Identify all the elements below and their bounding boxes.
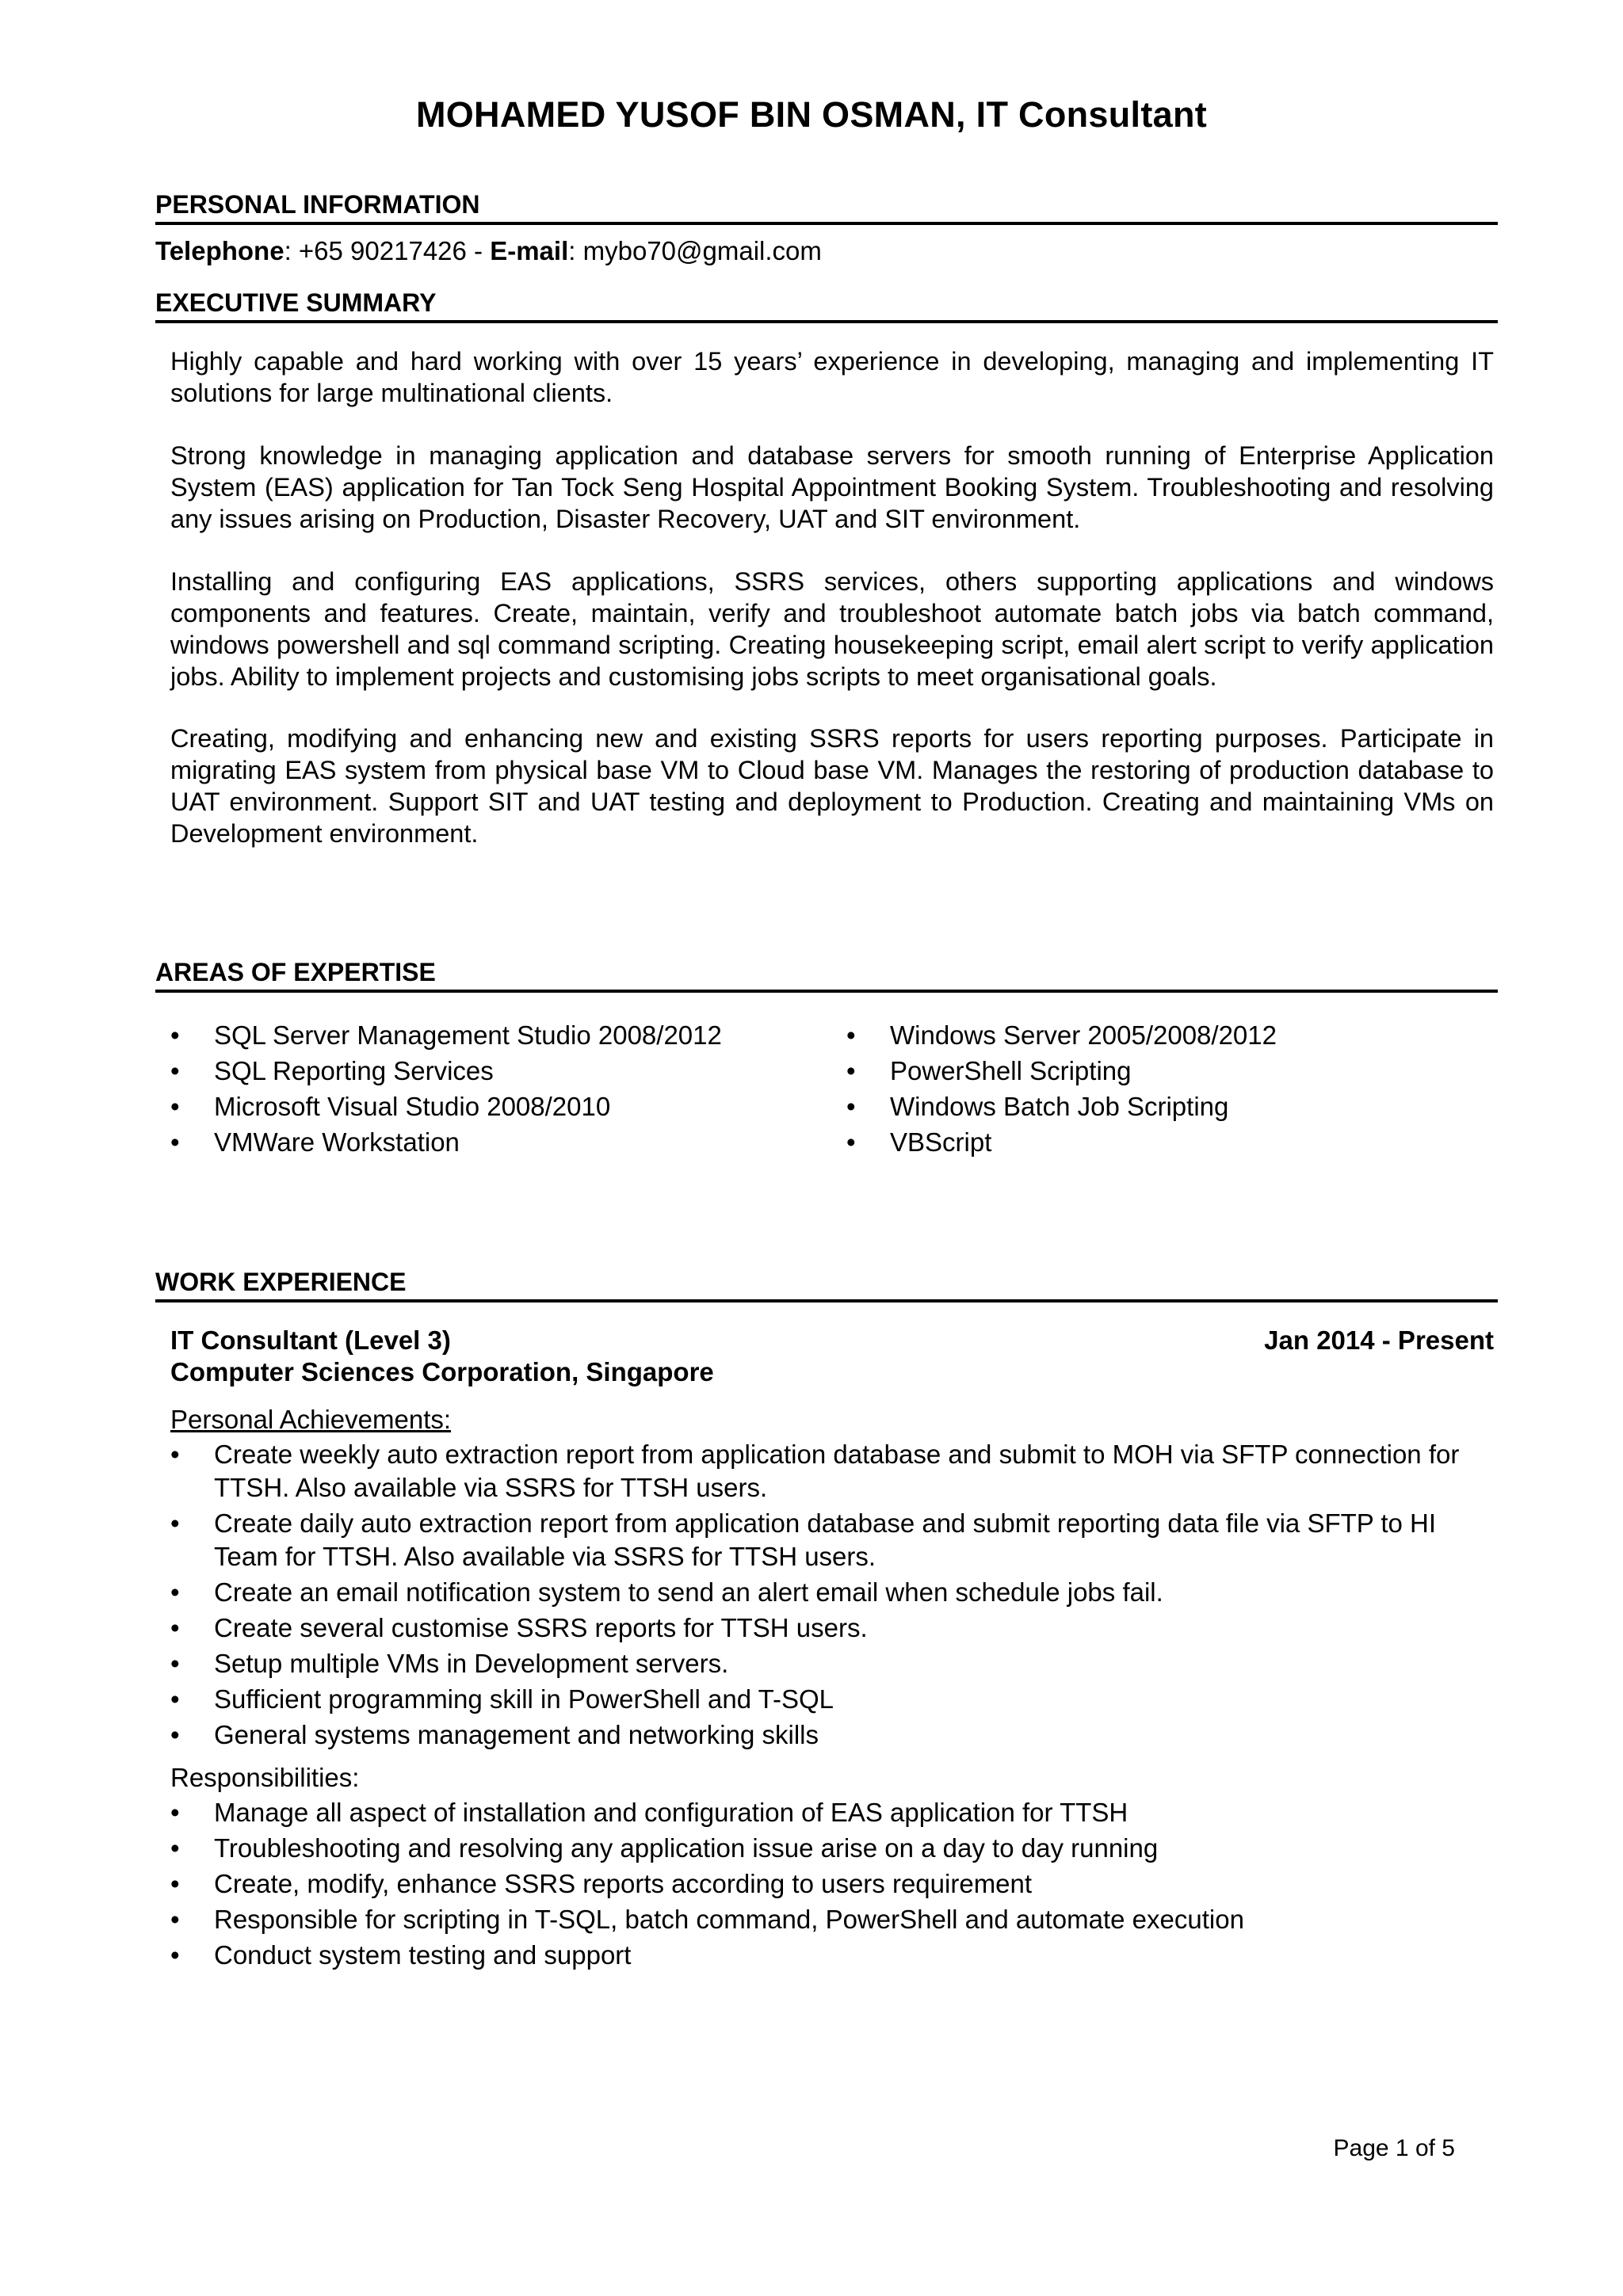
email-value: : mybo70@gmail.com [568, 236, 822, 265]
expertise-item: VBScript [890, 1127, 992, 1157]
list-item [170, 1124, 820, 1160]
expertise-item: SQL Server Management Studio 2008/2012 [214, 1020, 722, 1050]
bullet-icon: • [170, 1833, 180, 1863]
summary-paragraph-1: Highly capable and hard working with over 15 years’ experience in developing, managing and implementing IT solutions for large multinational clients. [170, 347, 1494, 407]
achievement-item: Create daily auto extraction report from application database and submit reporting data file via SFTP to HI Team for TTSH. Also available via SSRS for TTSH users. [214, 1508, 1437, 1571]
list-item [170, 1089, 820, 1124]
achievements-heading: Personal Achievements: [170, 1405, 452, 1434]
bullet-icon: • [170, 1869, 180, 1898]
list-item [846, 1017, 1496, 1053]
responsibility-item: Responsible for scripting in T-SQL, batch command, PowerShell and automate execution [214, 1905, 1244, 1934]
expertise-item: VMWare Workstation [214, 1127, 460, 1157]
contact-line [155, 235, 822, 268]
responsibility-item: Create, modify, enhance SSRS reports according to users requirement [214, 1869, 1033, 1898]
list-item [170, 1017, 820, 1053]
telephone-label: Telephone [155, 236, 285, 265]
bullet-icon: • [846, 1020, 856, 1050]
list-item [170, 1832, 1502, 1865]
list-item [170, 1576, 1502, 1609]
bullet-icon: • [170, 1092, 180, 1121]
summary-paragraph-3: Installing and configuring EAS applications, SSRS services, others supporting applications and windows components and features. Create, maintain, verify and troubleshoot automate batch jobs via batch command, windows powershell and sql command scripting. Creating housekeeping script, email alert script to verify application jobs. Ability to implement projects and customising jobs scripts to meet organisational goals. [170, 567, 1494, 691]
responsibility-item: Troubleshooting and resolving any application issue arise on a day to day running [214, 1833, 1159, 1863]
list-item [170, 1796, 1502, 1829]
expertise-item: Windows Batch Job Scripting [890, 1092, 1229, 1121]
page-title: MOHAMED YUSOF BIN OSMAN, IT Consultant [415, 94, 1208, 135]
bullet-icon: • [170, 1684, 180, 1714]
summary-paragraph-2: Strong knowledge in managing application and database servers for smooth running of Enterprise Application System (EAS) application for Tan Tock Seng Hospital Appointment Booking System. Troubleshooting and resolving any issues arising on Production, Disaster Recovery, UAT and SIT environment. [170, 441, 1494, 533]
bullet-icon: • [846, 1056, 856, 1085]
executive-summary-heading: EXECUTIVE SUMMARY [155, 287, 1498, 323]
expertise-right-column [846, 1017, 1496, 1160]
personal-information-heading: PERSONAL INFORMATION [155, 189, 1498, 225]
bullet-icon: • [170, 1440, 180, 1469]
bullet-icon: • [170, 1127, 180, 1157]
email-label: E-mail [490, 236, 569, 265]
telephone-value: : +65 90217426 - [284, 236, 491, 265]
list-item [846, 1089, 1496, 1124]
work-experience-heading: WORK EXPERIENCE [155, 1266, 1498, 1302]
bullet-icon: • [170, 1798, 180, 1827]
achievement-item: General systems management and networking skills [214, 1720, 819, 1749]
summary-paragraph-4: Creating, modifying and enhancing new and existing SSRS reports for users reporting purposes. Participate in migrating EAS system from physical base VM to Cloud base VM. Manages the restoring of production database to UAT environment. Support SIT and UAT testing and deployment to Production. Creating and maintaining VMs on Development environment. [170, 724, 1494, 848]
achievement-item: Create weekly auto extraction report from application database and submit to MOH via SFTP connection for TTSH. Also available via SSRS for TTSH users. [214, 1440, 1460, 1502]
bullet-icon: • [170, 1940, 180, 1970]
bullet-icon: • [170, 1020, 180, 1050]
expertise-left-column [170, 1017, 820, 1160]
job-title: IT Consultant (Level 3) [170, 1325, 451, 1355]
list-item [170, 1053, 820, 1089]
bullet-icon: • [170, 1720, 180, 1749]
responsibilities-heading: Responsibilities: [170, 1763, 360, 1792]
areas-of-expertise-heading: AREAS OF EXPERTISE [155, 956, 1498, 993]
list-item [170, 1647, 1502, 1680]
achievements-list [170, 1438, 1502, 1754]
bullet-icon: • [170, 1905, 180, 1934]
achievement-item: Setup multiple VMs in Development servers. [214, 1649, 729, 1678]
achievement-item: Create an email notification system to send an alert email when schedule jobs fail. [214, 1577, 1163, 1607]
expertise-item: SQL Reporting Services [214, 1056, 494, 1085]
list-item [170, 1507, 1502, 1573]
bullet-icon: • [170, 1649, 180, 1678]
list-item [170, 1683, 1502, 1716]
list-item [170, 1718, 1502, 1752]
expertise-item: Microsoft Visual Studio 2008/2010 [214, 1092, 611, 1121]
list-item [170, 1903, 1502, 1936]
responsibilities-list [170, 1796, 1502, 1974]
list-item [170, 1438, 1502, 1505]
list-item [170, 1611, 1502, 1645]
list-item [846, 1124, 1496, 1160]
bullet-icon: • [846, 1092, 856, 1121]
achievement-item: Create several customise SSRS reports for TTSH users. [214, 1613, 868, 1642]
bullet-icon: • [170, 1508, 180, 1538]
bullet-icon: • [170, 1613, 180, 1642]
list-item [170, 1867, 1502, 1901]
job-date: Jan 2014 - Present [1264, 1325, 1494, 1355]
list-item [846, 1053, 1496, 1089]
bullet-icon: • [846, 1127, 856, 1157]
list-item [170, 1939, 1502, 1972]
bullet-icon: • [170, 1577, 180, 1607]
expertise-item: Windows Server 2005/2008/2012 [890, 1020, 1277, 1050]
page-number: Page 1 of 5 [1333, 2135, 1455, 2161]
responsibility-item: Manage all aspect of installation and configuration of EAS application for TTSH [214, 1798, 1128, 1827]
expertise-item: PowerShell Scripting [890, 1056, 1132, 1085]
responsibility-item: Conduct system testing and support [214, 1940, 632, 1970]
achievement-item: Sufficient programming skill in PowerShell and T-SQL [214, 1684, 834, 1714]
job-company: Computer Sciences Corporation, Singapore [170, 1357, 714, 1386]
bullet-icon: • [170, 1056, 180, 1085]
